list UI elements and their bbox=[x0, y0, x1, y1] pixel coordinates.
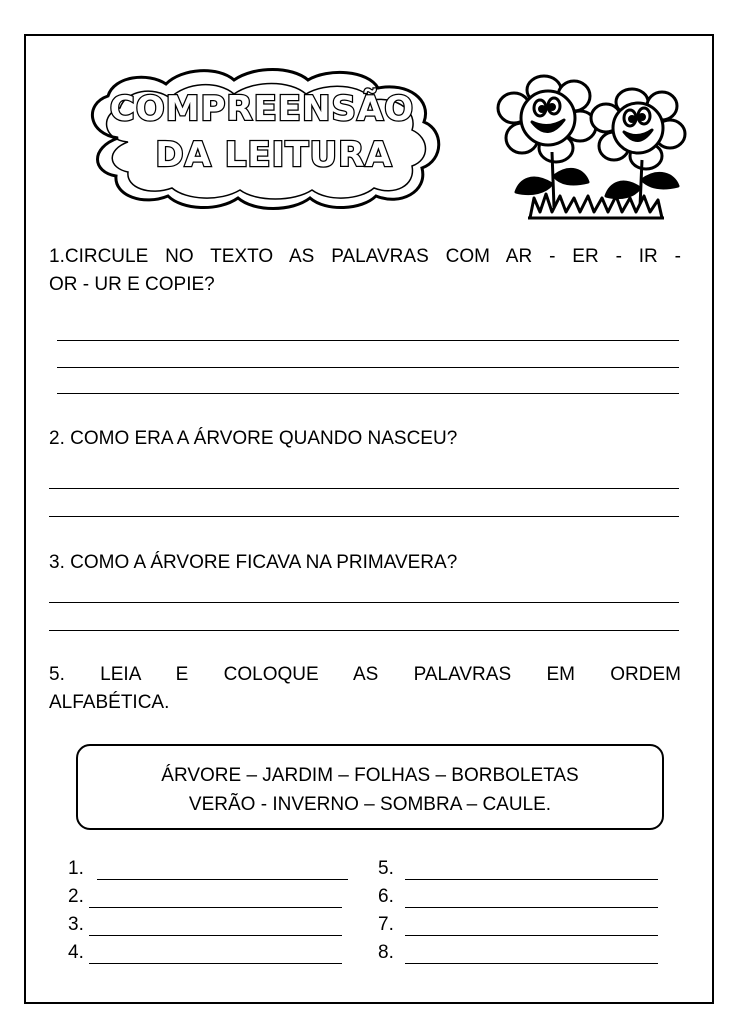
answer-line-4[interactable] bbox=[89, 963, 342, 964]
answer-line-1[interactable] bbox=[97, 879, 348, 880]
answer-line[interactable] bbox=[57, 340, 679, 341]
question-1-line-2: OR - UR E COPIE? bbox=[49, 274, 215, 295]
smiling-flowers-icon bbox=[492, 72, 702, 222]
answer-line[interactable] bbox=[49, 602, 679, 603]
slot-number: 8. bbox=[378, 942, 394, 963]
answer-line-8[interactable] bbox=[405, 963, 658, 964]
answer-line-3[interactable] bbox=[89, 935, 342, 936]
title-line-2: DA LEITURA bbox=[155, 135, 393, 175]
slot-number: 5. bbox=[378, 858, 394, 879]
answer-line-6[interactable] bbox=[405, 907, 658, 908]
question-1-line-1: 1.CIRCULE NO TEXTO AS PALAVRAS COM AR - ER - IR - bbox=[49, 246, 681, 267]
slot-number: 7. bbox=[378, 914, 394, 935]
answer-line[interactable] bbox=[49, 630, 679, 631]
answer-line[interactable] bbox=[49, 516, 679, 517]
question-5-line-2: ALFABÉTICA. bbox=[49, 692, 170, 713]
question-2: 2. COMO ERA A ÁRVORE QUANDO NASCEU? bbox=[49, 428, 458, 449]
answer-line-5[interactable] bbox=[405, 879, 658, 880]
slot-number: 2. bbox=[68, 886, 84, 907]
title-block bbox=[78, 64, 448, 212]
question-3: 3. COMO A ÁRVORE FICAVA NA PRIMAVERA? bbox=[49, 552, 458, 573]
slot-number: 1. bbox=[68, 858, 84, 879]
title-line-1: COMPREENSÃO bbox=[109, 89, 415, 129]
slot-number: 3. bbox=[68, 914, 84, 935]
slot-number: 6. bbox=[378, 886, 394, 907]
question-5-line-1: 5. LEIA E COLOQUE AS PALAVRAS EM ORDEM bbox=[49, 664, 681, 685]
answer-line[interactable] bbox=[57, 393, 679, 394]
answer-line[interactable] bbox=[57, 367, 679, 368]
answer-line-2[interactable] bbox=[89, 907, 342, 908]
answer-line[interactable] bbox=[49, 488, 679, 489]
word-list-line-2: VERÃO - INVERNO – SOMBRA – CAULE. bbox=[188, 794, 552, 815]
word-list-box bbox=[76, 744, 664, 830]
word-list-line-1: ÁRVORE – JARDIM – FOLHAS – BORBOLETAS bbox=[161, 765, 579, 786]
answer-line-7[interactable] bbox=[405, 935, 658, 936]
slot-number: 4. bbox=[68, 942, 84, 963]
